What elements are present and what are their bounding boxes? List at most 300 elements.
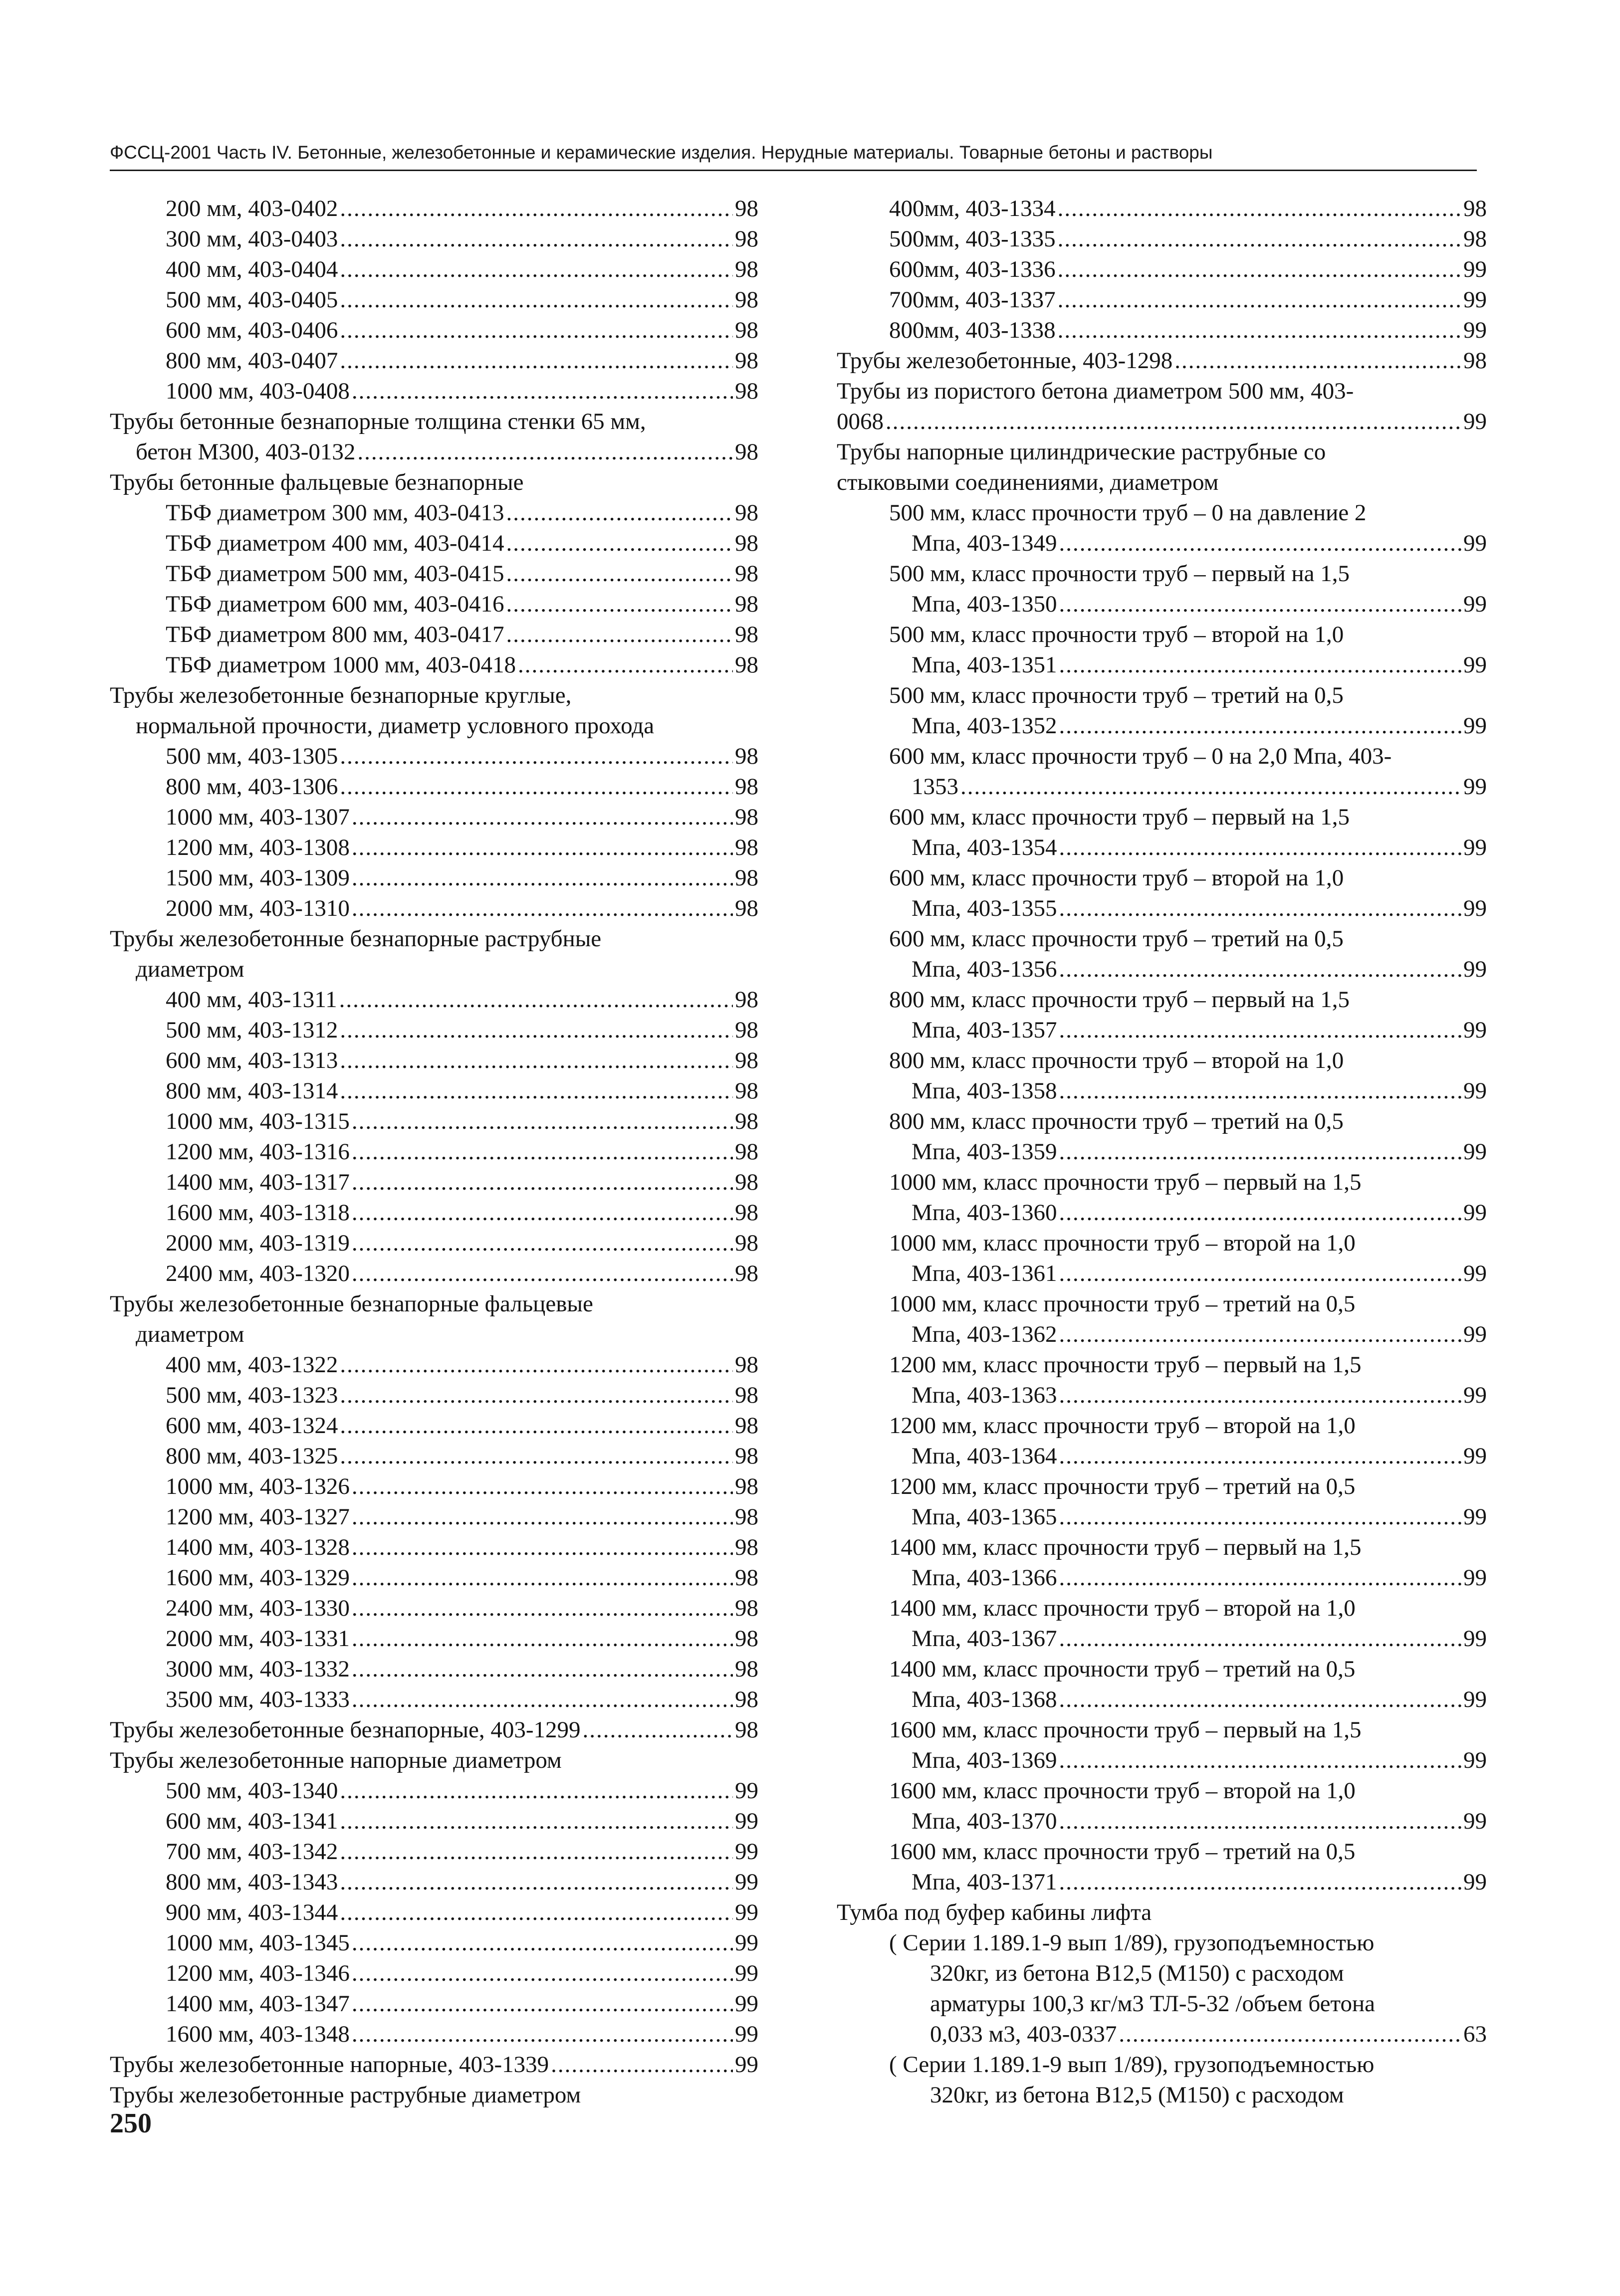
dot-leader (352, 1258, 733, 1289)
dot-leader (1059, 650, 1461, 680)
index-entry (110, 1045, 758, 1076)
index-entry-text: ТБФ диаметром 1000 мм, 403-0418 (166, 652, 516, 678)
index-entry (837, 1198, 1487, 1228)
index-entry-text: 1500 мм, 403-1309 (166, 865, 350, 891)
index-entry (837, 1015, 1487, 1045)
dot-leader (340, 1411, 733, 1441)
dot-leader (506, 589, 733, 620)
index-column-right (837, 194, 1487, 2110)
index-entry-page: 98 (735, 378, 758, 404)
index-entry (837, 1806, 1487, 1837)
dot-leader (352, 1684, 733, 1715)
index-entry-page: 98 (735, 561, 758, 587)
index-entry-page: 98 (735, 317, 758, 343)
index-entry (837, 1167, 1487, 1198)
dot-leader (506, 559, 733, 589)
index-entry-page: 98 (1463, 226, 1487, 252)
index-entry (110, 863, 758, 893)
dot-leader (352, 1167, 733, 1198)
index-entry-page: 98 (735, 256, 758, 282)
index-entry (110, 1137, 758, 1167)
index-entry (110, 1532, 758, 1563)
index-entry (837, 1380, 1487, 1411)
index-entry (837, 2019, 1487, 2050)
index-entry (837, 711, 1487, 741)
index-entry-text: 1600 мм, класс прочности труб – третий на 0,5 (889, 1839, 1356, 1865)
index-entry (110, 1198, 758, 1228)
index-entry (110, 1319, 758, 1350)
index-entry (837, 1928, 1487, 1958)
dot-leader (1059, 1319, 1461, 1350)
index-entry-page: 98 (735, 530, 758, 556)
index-entry-text: Трубы напорные цилиндрические раструбные со (837, 439, 1326, 465)
dot-leader (1058, 254, 1461, 285)
index-entry-text: 500 мм, 403-1340 (166, 1778, 338, 1804)
index-entry-page: 99 (1463, 1443, 1487, 1469)
index-entry-text: Мпа, 403-1368 (912, 1686, 1057, 1712)
index-entry (110, 376, 758, 407)
index-entry-text: 1400 мм, 403-1317 (166, 1169, 350, 1195)
index-entry-text: Мпа, 403-1357 (912, 1017, 1057, 1043)
index-entry-text: Трубы бетонные фальцевые безнапорные (110, 469, 524, 495)
dot-leader (340, 315, 733, 346)
dot-leader (352, 893, 733, 924)
index-entry-text: Мпа, 403-1370 (912, 1808, 1057, 1834)
index-entry-text: диаметром (136, 1321, 244, 1347)
index-entry-text: 1200 мм, класс прочности труб – третий на 0,5 (889, 1473, 1356, 1499)
dot-leader (1059, 1867, 1461, 1897)
dot-leader (1059, 528, 1461, 559)
dot-leader (340, 1867, 733, 1897)
index-entry-page: 99 (1463, 774, 1487, 800)
index-entry (837, 1532, 1487, 1563)
index-entry-page: 99 (735, 1899, 758, 1925)
dot-leader (1059, 1076, 1461, 1106)
header-rule (110, 170, 1477, 171)
index-entry (110, 1411, 758, 1441)
index-entry-text: 1200 мм, 403-1316 (166, 1139, 350, 1165)
index-entry (110, 1684, 758, 1715)
index-entry-page: 98 (735, 439, 758, 465)
dot-leader (340, 1015, 733, 1045)
index-entry (837, 650, 1487, 680)
index-entry (110, 1350, 758, 1380)
index-entry-text: 600 мм, 403-0406 (166, 317, 338, 343)
index-entry-text: ТБФ диаметром 500 мм, 403-0415 (166, 561, 504, 587)
dot-leader (340, 772, 733, 802)
index-entry (110, 498, 758, 528)
index-entry-text: 1000 мм, 403-1345 (166, 1930, 350, 1956)
dot-leader (960, 772, 1461, 802)
index-entry-page: 99 (1463, 287, 1487, 313)
index-entry (110, 2080, 758, 2110)
index-entry-page: 99 (1463, 530, 1487, 556)
index-entry-text: Мпа, 403-1367 (912, 1626, 1057, 1652)
index-entry-page: 98 (735, 1200, 758, 1226)
index-entry (110, 1593, 758, 1624)
index-entry-text: 2000 мм, 403-1310 (166, 895, 350, 921)
index-entry-text: 2000 мм, 403-1319 (166, 1230, 350, 1256)
index-entry (837, 1502, 1487, 1532)
page-number: 250 (110, 2108, 152, 2139)
index-entry (110, 1837, 758, 1867)
dot-leader (352, 1502, 733, 1532)
index-entry-text: 600 мм, 403-1324 (166, 1413, 338, 1439)
index-entry (837, 559, 1487, 589)
index-entry (837, 467, 1487, 498)
index-entry-text: 1400 мм, класс прочности труб – первый на 1,5 (889, 1534, 1362, 1560)
index-entry-page: 98 (735, 591, 758, 617)
index-entry-text: 800 мм, класс прочности труб – третий на 0,5 (889, 1108, 1344, 1134)
index-entry-page: 98 (735, 1686, 758, 1712)
index-entry-text: Мпа, 403-1360 (912, 1200, 1057, 1226)
dot-leader (352, 1198, 733, 1228)
index-entry (110, 620, 758, 650)
index-entry-text: 800 мм, класс прочности труб – второй на 1,0 (889, 1047, 1344, 1073)
index-entry-text: Трубы железобетонные безнапорные круглые, (110, 682, 572, 708)
dot-leader (340, 224, 733, 254)
index-entry-text: ( Серии 1.189.1-9 вып 1/89), грузоподъемностью (889, 1930, 1375, 1956)
index-entry (110, 1289, 758, 1319)
index-entry-text: 1000 мм, 403-1315 (166, 1108, 350, 1134)
index-entry-text: 600 мм, класс прочности труб – 0 на 2,0 Мпа, 403- (889, 743, 1392, 769)
dot-leader (352, 1928, 733, 1958)
index-entry-page: 99 (735, 2021, 758, 2047)
index-column-left (110, 194, 758, 2110)
index-entry-text: 600 мм, класс прочности труб – третий на 0,5 (889, 926, 1344, 952)
dot-leader (1059, 1745, 1461, 1776)
index-entry (837, 346, 1487, 376)
dot-leader (352, 2019, 733, 2050)
index-entry (837, 833, 1487, 863)
index-entry-page: 98 (735, 196, 758, 221)
index-entry-page: 98 (735, 652, 758, 678)
dot-leader (1059, 1624, 1461, 1654)
dot-leader (340, 1350, 733, 1380)
index-entry (837, 1350, 1487, 1380)
index-entry-page: 99 (1463, 652, 1487, 678)
index-entry (837, 893, 1487, 924)
index-entry-text: Мпа, 403-1366 (912, 1565, 1057, 1591)
index-entry-text: бетон М300, 403-0132 (136, 439, 356, 465)
index-entry (110, 437, 758, 467)
dot-leader (352, 1624, 733, 1654)
index-entry-text: 800мм, 403-1338 (889, 317, 1056, 343)
index-entry (837, 620, 1487, 650)
index-entry (837, 680, 1487, 711)
index-entry-text: Мпа, 403-1354 (912, 835, 1057, 860)
index-entry-text: 1000 мм, класс прочности труб – второй на 1,0 (889, 1230, 1356, 1256)
index-entry-text: 800 мм, класс прочности труб – первый на 1,5 (889, 987, 1350, 1013)
index-entry-page: 99 (735, 1808, 758, 1834)
index-entry-text: 1200 мм, класс прочности труб – второй на 1,0 (889, 1413, 1356, 1439)
dot-leader (1059, 1684, 1461, 1715)
index-entry (837, 2050, 1487, 2080)
dot-leader (1058, 285, 1461, 315)
index-entry (110, 589, 758, 620)
index-entry-page: 98 (1463, 348, 1487, 374)
index-entry (837, 407, 1487, 437)
index-entry-page: 99 (1463, 1869, 1487, 1895)
index-entry-text: Мпа, 403-1350 (912, 591, 1057, 617)
index-entry-text: 3500 мм, 403-1333 (166, 1686, 350, 1712)
index-entry-page: 99 (1463, 956, 1487, 982)
dot-leader (1059, 711, 1461, 741)
dot-leader (340, 1897, 733, 1928)
index-entry-text: 800 мм, 403-1343 (166, 1869, 338, 1895)
dot-leader (506, 620, 733, 650)
index-entry-text: стыковыми соединениями, диаметром (837, 469, 1219, 495)
dot-leader (340, 194, 733, 224)
index-entry-text: 500 мм, 403-0405 (166, 287, 338, 313)
index-entry-text: 600 мм, класс прочности труб – первый на 1,5 (889, 804, 1350, 830)
index-entry-page: 98 (735, 1017, 758, 1043)
index-entry-text: 200 мм, 403-0402 (166, 196, 338, 221)
index-entry (837, 1319, 1487, 1350)
index-entry (837, 924, 1487, 954)
dot-leader (352, 1989, 733, 2019)
index-entry (837, 1106, 1487, 1137)
dot-leader (352, 863, 733, 893)
index-entry (110, 1471, 758, 1502)
index-entry-text: 500 мм, 403-1312 (166, 1017, 338, 1043)
index-entry-page: 99 (1463, 835, 1487, 860)
index-entry (110, 346, 758, 376)
dot-leader (352, 1471, 733, 1502)
index-entry (837, 1989, 1487, 2019)
index-entry-page: 63 (1463, 2021, 1487, 2047)
index-entry-page: 99 (735, 1991, 758, 2017)
index-entry-page: 99 (1463, 409, 1487, 434)
index-entry (837, 1654, 1487, 1684)
index-entry (110, 1624, 758, 1654)
index-entry (110, 1654, 758, 1684)
index-entry-text: Мпа, 403-1355 (912, 895, 1057, 921)
index-entry-text: 3000 мм, 403-1332 (166, 1656, 350, 1682)
index-entry (110, 1897, 758, 1928)
index-entry-text: арматуры 100,3 кг/м3 ТЛ-5-32 /объем бетона (930, 1991, 1375, 2017)
index-entry-text: 300 мм, 403-0403 (166, 226, 338, 252)
index-entry-page: 98 (735, 1230, 758, 1256)
dot-leader (352, 1137, 733, 1167)
index-entry-page: 98 (735, 1565, 758, 1591)
dot-leader (352, 802, 733, 833)
index-entry-page: 98 (735, 1413, 758, 1439)
index-entry-text: Трубы бетонные безнапорные толщина стенки 65 мм, (110, 409, 646, 434)
index-entry (837, 1684, 1487, 1715)
dot-leader (1059, 1806, 1461, 1837)
index-entry (837, 1441, 1487, 1471)
index-entry (837, 1411, 1487, 1441)
index-entry (837, 1776, 1487, 1806)
index-entry-text: 2000 мм, 403-1331 (166, 1626, 350, 1652)
index-entry-text: 800 мм, 403-1325 (166, 1443, 338, 1469)
index-entry-page: 99 (735, 1869, 758, 1895)
index-entry (837, 1624, 1487, 1654)
index-entry (110, 528, 758, 559)
index-entry-text: 700мм, 403-1337 (889, 287, 1056, 313)
dot-leader (340, 1806, 733, 1837)
dot-leader (506, 528, 733, 559)
index-entry-text: 400 мм, 403-1311 (166, 987, 337, 1013)
dot-leader (1119, 2019, 1461, 2050)
index-entry-page: 98 (735, 1078, 758, 1104)
running-header: ФССЦ-2001 Часть IV. Бетонные, железобетонные и керамические изделия. Нерудные материалы. Товарные бетоны и растворы (110, 142, 1213, 163)
index-entry-text: 1400 мм, класс прочности труб – второй на 1,0 (889, 1595, 1356, 1621)
index-entry (837, 985, 1487, 1015)
index-entry (110, 467, 758, 498)
index-entry-text: Мпа, 403-1369 (912, 1747, 1057, 1773)
dot-leader (886, 407, 1461, 437)
index-entry (837, 741, 1487, 772)
dot-leader (340, 1076, 733, 1106)
index-entry (110, 194, 758, 224)
index-entry-page: 98 (735, 1260, 758, 1286)
index-entry-text: 1600 мм, 403-1318 (166, 1200, 350, 1226)
index-entry-text: 1000 мм, 403-1307 (166, 804, 350, 830)
index-entry-text: Мпа, 403-1359 (912, 1139, 1057, 1165)
dot-leader (1174, 346, 1461, 376)
index-entry (837, 1045, 1487, 1076)
index-entry-text: ТБФ диаметром 400 мм, 403-0414 (166, 530, 504, 556)
index-entry-page: 98 (735, 1443, 758, 1469)
index-entry-text: Трубы железобетонные раструбные диаметром (110, 2082, 581, 2108)
dot-leader (1058, 224, 1461, 254)
index-entry-text: 500 мм, 403-1305 (166, 743, 338, 769)
index-entry (110, 741, 758, 772)
index-entry-page: 99 (735, 1778, 758, 1804)
index-entry-page: 98 (735, 895, 758, 921)
dot-leader (1059, 1563, 1461, 1593)
index-entry (837, 285, 1487, 315)
index-entry-page: 99 (1463, 591, 1487, 617)
index-entry-text: 600 мм, класс прочности труб – второй на 1,0 (889, 865, 1344, 891)
index-entry-text: 900 мм, 403-1344 (166, 1899, 338, 1925)
dot-leader (1059, 1502, 1461, 1532)
dot-leader (357, 437, 733, 467)
index-entry (837, 498, 1487, 528)
index-entry (110, 285, 758, 315)
dot-leader (1059, 893, 1461, 924)
index-entry (110, 1715, 758, 1745)
index-entry-text: Мпа, 403-1349 (912, 530, 1057, 556)
dot-leader (1058, 315, 1461, 346)
index-entry (110, 559, 758, 589)
dot-leader (352, 833, 733, 863)
index-entry-text: диаметром (136, 956, 244, 982)
index-entry-text: 800 мм, 403-1306 (166, 774, 338, 800)
index-entry-text: Мпа, 403-1365 (912, 1504, 1057, 1530)
index-entry-text: Тумба под буфер кабины лифта (837, 1899, 1152, 1925)
dot-leader (340, 254, 733, 285)
index-entry-text: 1200 мм, 403-1346 (166, 1960, 350, 1986)
index-entry-text: 320кг, из бетона В12,5 (М150) с расходом (930, 2082, 1344, 2108)
index-entry-page: 98 (735, 226, 758, 252)
dot-leader (340, 1776, 733, 1806)
index-entry-page: 99 (735, 1930, 758, 1956)
dot-leader (1059, 1015, 1461, 1045)
index-entry-text: Трубы железобетонные, 403-1298 (837, 348, 1173, 374)
index-entry (110, 1989, 758, 2019)
index-entry (110, 224, 758, 254)
index-entry-page: 99 (1463, 256, 1487, 282)
index-entry-text: Мпа, 403-1356 (912, 956, 1057, 982)
index-entry-text: 2400 мм, 403-1330 (166, 1595, 350, 1621)
index-entry-text: Мпа, 403-1363 (912, 1382, 1057, 1408)
index-entry (837, 254, 1487, 285)
index-entry (110, 1015, 758, 1045)
dot-leader (352, 376, 733, 407)
index-entry-text: 700 мм, 403-1342 (166, 1839, 338, 1865)
dot-leader (1059, 1380, 1461, 1411)
dot-leader (1059, 1137, 1461, 1167)
index-entry-page: 99 (1463, 1078, 1487, 1104)
index-entry (110, 1776, 758, 1806)
dot-leader (352, 1532, 733, 1563)
dot-leader (1059, 1441, 1461, 1471)
index-entry (110, 1745, 758, 1776)
index-entry (110, 650, 758, 680)
index-entry (110, 711, 758, 741)
index-entry-page: 98 (735, 1534, 758, 1560)
index-entry-page: 99 (1463, 317, 1487, 343)
index-entry (110, 924, 758, 954)
dot-leader (518, 650, 733, 680)
index-entry-text: Трубы железобетонные напорные диаметром (110, 1747, 562, 1773)
index-entry (110, 1258, 758, 1289)
index-entry-page: 99 (735, 1839, 758, 1865)
dot-leader (340, 285, 733, 315)
index-entry (837, 863, 1487, 893)
dot-leader (352, 1958, 733, 1989)
dot-leader (1059, 833, 1461, 863)
index-entry-page: 99 (1463, 1626, 1487, 1652)
index-entry-page: 98 (735, 1595, 758, 1621)
index-entry (837, 1471, 1487, 1502)
index-entry (837, 1258, 1487, 1289)
dot-leader (340, 1380, 733, 1411)
index-entry-text: Мпа, 403-1358 (912, 1078, 1057, 1104)
dot-leader (352, 1654, 733, 1684)
dot-leader (339, 985, 733, 1015)
index-entry-page: 98 (735, 1139, 758, 1165)
index-entry-page: 99 (1463, 1017, 1487, 1043)
index-entry-text: Мпа, 403-1361 (912, 1260, 1057, 1286)
index-entry (110, 1928, 758, 1958)
index-entry-page: 98 (735, 1108, 758, 1134)
index-entry-page: 98 (735, 500, 758, 526)
index-entry (110, 1167, 758, 1198)
index-entry (837, 772, 1487, 802)
index-entry-page: 98 (735, 774, 758, 800)
index-entry (837, 1715, 1487, 1745)
index-entry (837, 1745, 1487, 1776)
index-entry (837, 2080, 1487, 2110)
index-entry-page: 98 (735, 348, 758, 374)
index-entry (837, 1958, 1487, 1989)
index-entry (837, 1137, 1487, 1167)
index-entry (837, 315, 1487, 346)
index-entry-text: ТБФ диаметром 600 мм, 403-0416 (166, 591, 504, 617)
index-entry-page: 99 (1463, 1139, 1487, 1165)
index-entry-text: 1000 мм, класс прочности труб – первый на 1,5 (889, 1169, 1362, 1195)
index-entry-text: 500 мм, 403-1323 (166, 1382, 338, 1408)
index-entry (837, 194, 1487, 224)
index-entry-text: Мпа, 403-1371 (912, 1869, 1057, 1895)
dot-leader (551, 2050, 733, 2080)
index-entry (110, 254, 758, 285)
index-entry (837, 528, 1487, 559)
